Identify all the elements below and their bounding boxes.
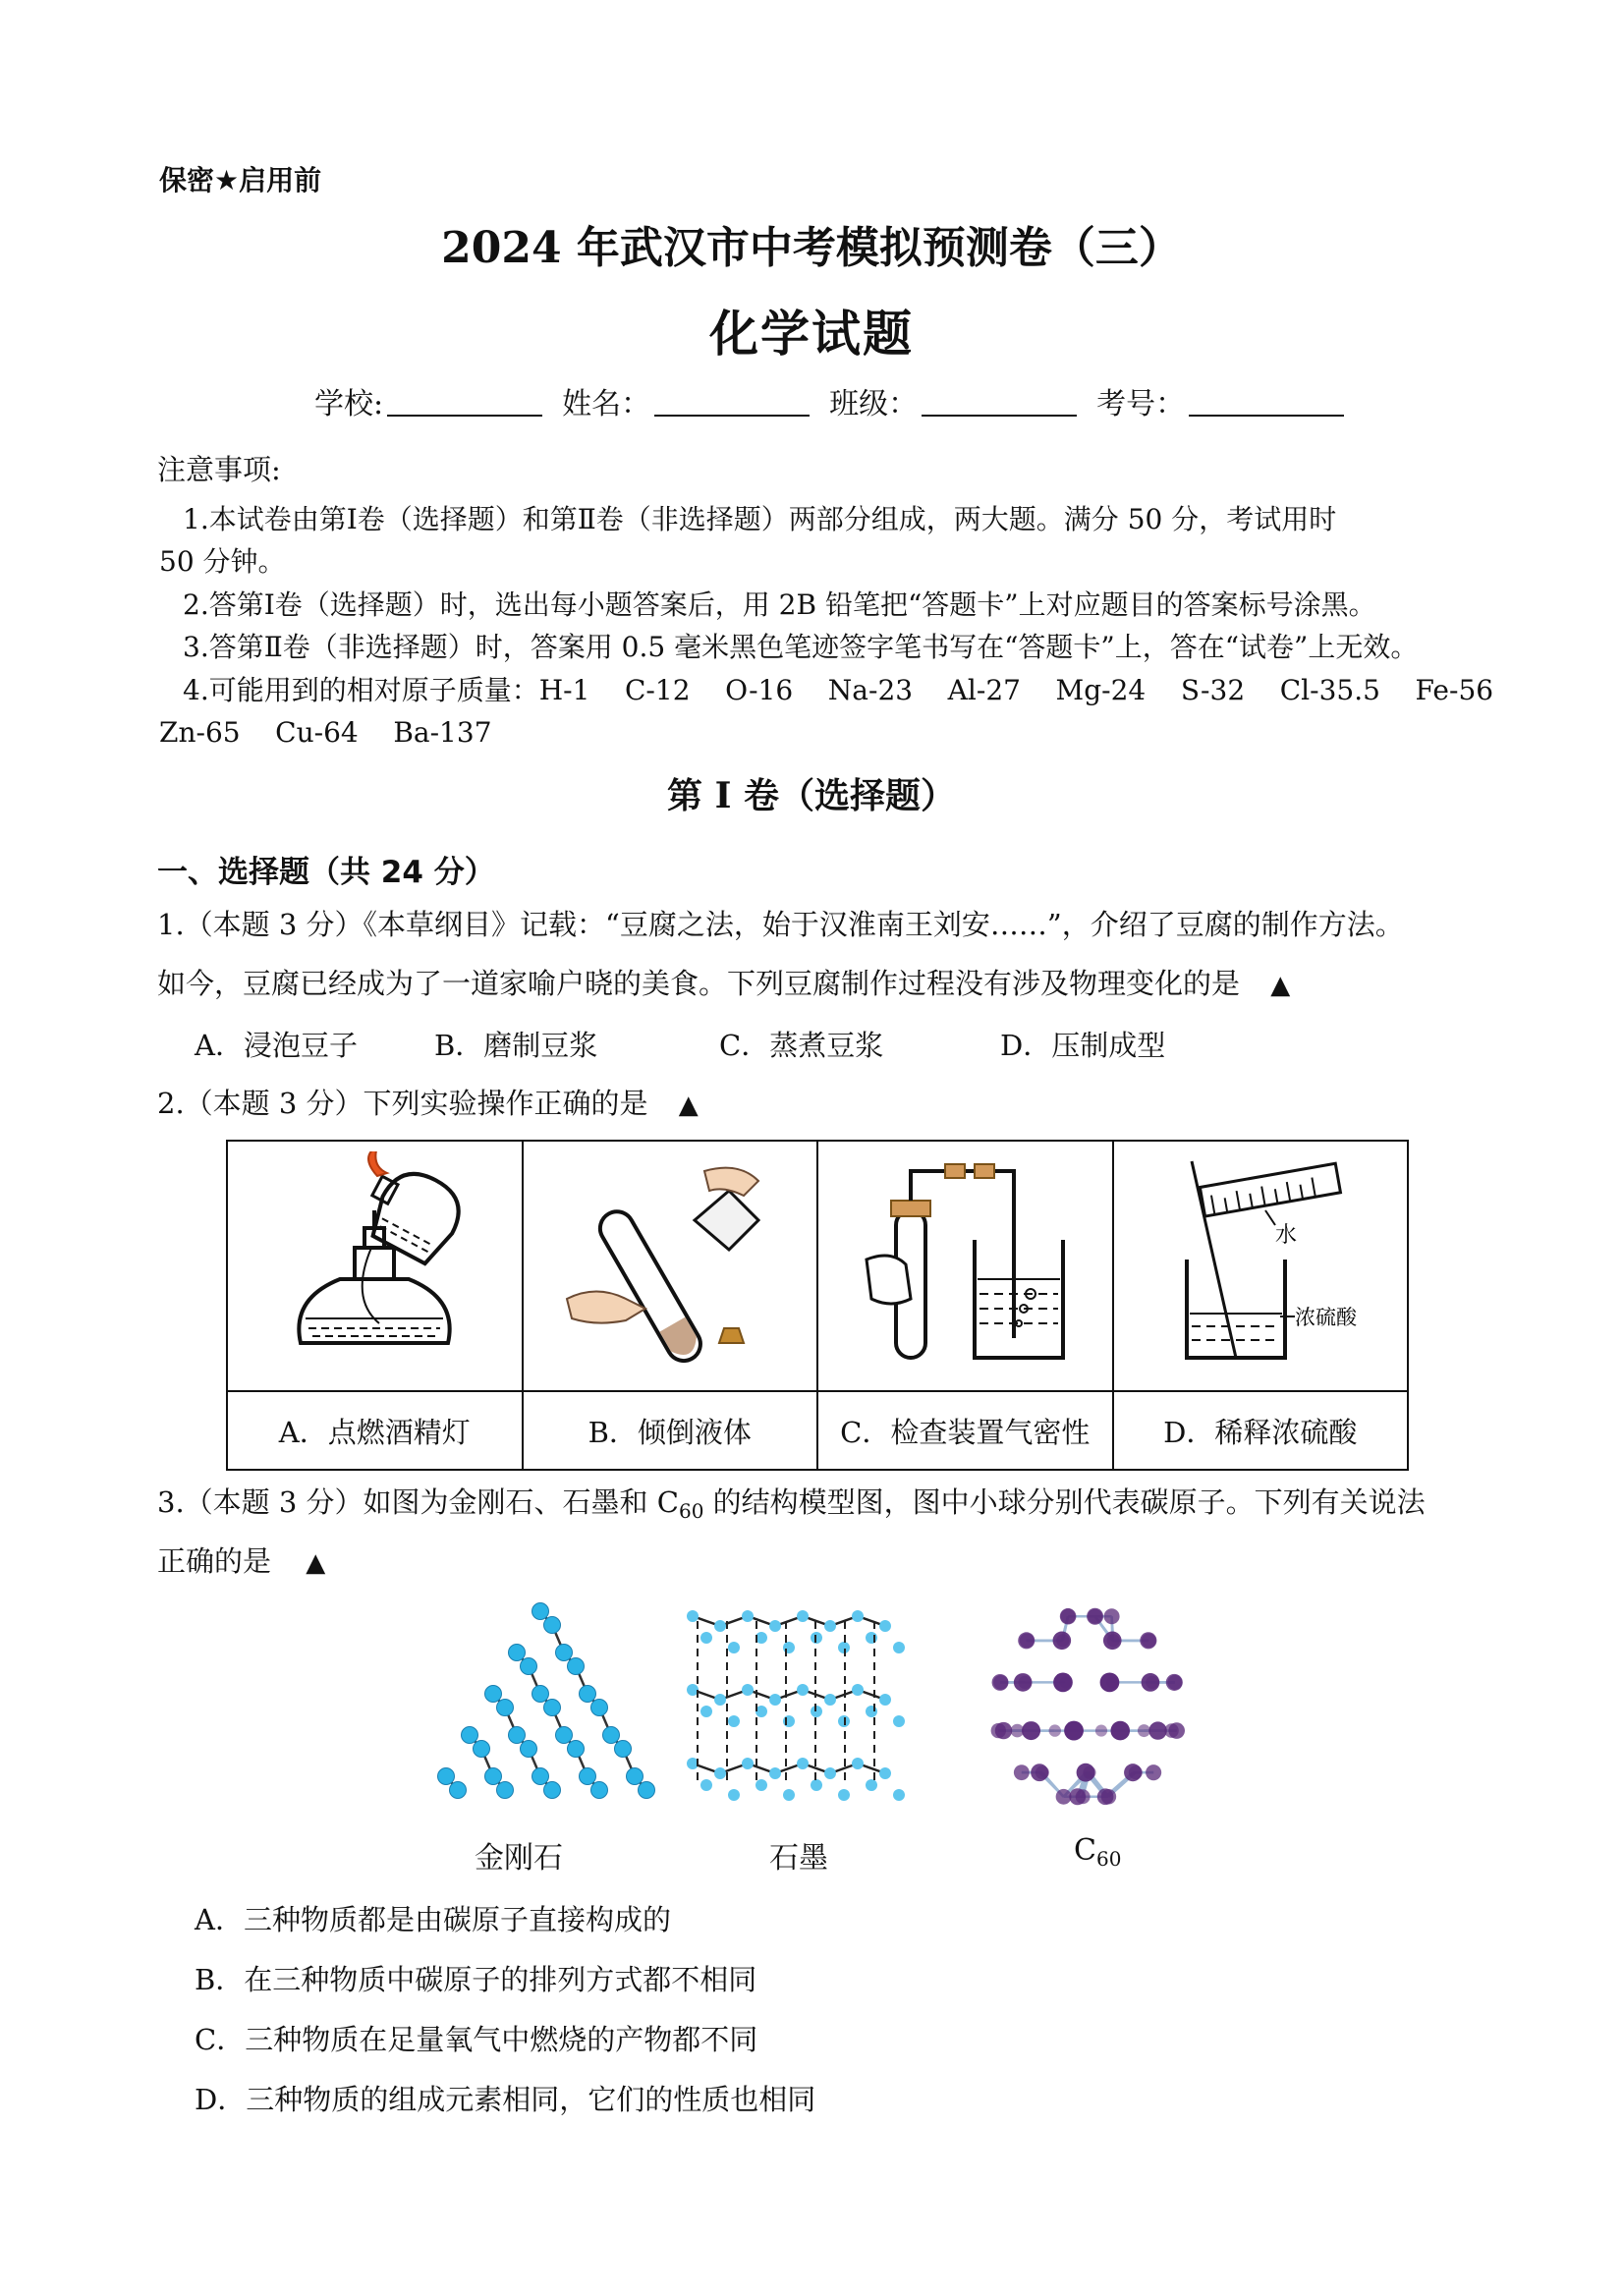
carbon-atom <box>992 1674 1009 1691</box>
q2-caption-d[interactable]: D．稀释浓硫酸 <box>1113 1391 1409 1470</box>
note-2: 2.答第Ⅰ卷（选择题）时，选出每小题答案后，用 2B 铅笔把“答题卡”上对应题目的答案标号涂黑。 <box>183 588 1376 621</box>
carbon-atom <box>556 1645 573 1661</box>
carbon-atom <box>1077 1764 1095 1782</box>
carbon-atom <box>852 1610 864 1622</box>
water-label: 水 <box>1274 1222 1297 1248</box>
diamond-structure-image <box>418 1596 663 1813</box>
q3-line2 <box>157 1540 1483 1585</box>
exam-subtitle: 化学试题 <box>709 305 914 363</box>
carbon-atom <box>1064 1721 1084 1741</box>
alcohol-lamp-icon <box>261 1151 487 1377</box>
carbon-atom <box>521 1741 537 1758</box>
school-label: 学校: <box>314 387 384 421</box>
name-blank[interactable] <box>654 415 810 417</box>
carbon-atom <box>1022 1721 1040 1740</box>
carbon-atom <box>838 1789 850 1801</box>
carbon-atom <box>544 1617 561 1634</box>
carbon-atom <box>556 1727 573 1744</box>
q2-image-c <box>817 1141 1113 1391</box>
carbon-atom <box>509 1645 526 1661</box>
carbon-atom <box>462 1727 478 1744</box>
q2-image-d <box>1113 1141 1409 1391</box>
c60-caption-subscript: 60 <box>1095 1847 1122 1871</box>
carbon-atom <box>1138 1724 1150 1737</box>
carbon-atom <box>591 1782 608 1799</box>
answer-blank-triangle: ▲ <box>306 1548 326 1578</box>
q3-stem-c: 正确的是 <box>157 1544 272 1578</box>
carbon-atom <box>580 1768 596 1785</box>
carbon-atom <box>714 1767 726 1779</box>
section-title: 第 I 卷（选择题） <box>667 775 956 816</box>
exam-no-blank[interactable] <box>1189 415 1344 417</box>
q1-option-c[interactable]: C．蒸煮豆浆 <box>719 1029 884 1062</box>
c60-caption-text: C <box>1074 1833 1096 1868</box>
carbon-atom <box>1087 1608 1103 1625</box>
carbon-atom <box>1060 1608 1077 1625</box>
q1-stem: 如今，豆腐已经成为了一道家喻户晓的美食。下列豆腐制作过程没有涉及物理变化的是 <box>157 967 1241 1000</box>
carbon-atom <box>1124 1764 1142 1781</box>
carbon-atom <box>1104 1608 1120 1624</box>
carbon-atom <box>700 1632 712 1644</box>
q2-line <box>157 1083 1483 1127</box>
school-blank[interactable] <box>387 415 542 417</box>
carbon-atom <box>700 1706 712 1717</box>
class-blank[interactable] <box>922 415 1077 417</box>
carbon-atom <box>879 1767 891 1779</box>
carbon-atom <box>783 1715 795 1727</box>
carbon-atom <box>450 1782 467 1799</box>
airtightness-check-icon <box>852 1151 1078 1377</box>
carbon-atom <box>544 1782 561 1799</box>
carbon-atom <box>438 1768 455 1785</box>
carbon-atom <box>769 1767 781 1779</box>
carbon-atom <box>866 1706 877 1717</box>
exam-title: 2024 年武汉市中考模拟预测卷（三） <box>441 223 1182 273</box>
dilute-acid-icon <box>1147 1151 1373 1377</box>
carbon-atom <box>1014 1673 1033 1692</box>
q3-option-d[interactable]: D．三种物质的组成元素相同，它们的性质也相同 <box>195 2083 816 2116</box>
note-1b: 50 分钟。 <box>159 545 286 578</box>
diamond-caption: 金刚石 <box>475 1841 563 1876</box>
carbon-atom <box>485 1686 502 1703</box>
carbon-atom <box>728 1715 740 1727</box>
carbon-atom <box>797 1758 809 1769</box>
q3-subscript: 60 <box>678 1499 704 1523</box>
carbon-atom <box>1103 1632 1122 1651</box>
q2-caption-a[interactable]: A．点燃酒精灯 <box>227 1391 523 1470</box>
c60-structure-image <box>978 1596 1199 1818</box>
class-label: 班级： <box>829 387 919 421</box>
carbon-atom <box>893 1715 905 1727</box>
carbon-atom <box>1110 1721 1130 1741</box>
carbon-atom <box>521 1658 537 1675</box>
carbon-atom <box>1031 1764 1048 1781</box>
carbon-atom <box>639 1782 655 1799</box>
q2-caption-c[interactable]: C．检查装置气密性 <box>817 1391 1113 1470</box>
student-info-row <box>314 379 1364 422</box>
carbon-atom <box>852 1758 864 1769</box>
carbon-atom <box>700 1779 712 1791</box>
section-heading: 一、选择题（共 24 分） <box>157 855 495 890</box>
carbon-atom <box>568 1741 585 1758</box>
carbon-atom <box>627 1768 644 1785</box>
carbon-atom <box>879 1620 891 1632</box>
carbon-atom <box>797 1610 809 1622</box>
q1-line1: 1.（本题 3 分）《本草纲目》记载：“豆腐之法，始于汉淮南王刘安……”，介绍了豆腐的制作方法。 <box>157 908 1404 941</box>
q2-caption-b[interactable]: B．倾倒液体 <box>523 1391 818 1470</box>
graphite-structure-image <box>678 1596 914 1813</box>
carbon-atom <box>1166 1674 1183 1691</box>
carbon-atom <box>1142 1673 1160 1692</box>
carbon-atom <box>603 1727 620 1744</box>
acid-label: 浓硫酸 <box>1294 1305 1357 1329</box>
q2-operations-table <box>226 1140 1409 1471</box>
carbon-atom <box>1140 1632 1156 1649</box>
q3-option-c[interactable]: C．三种物质在足量氧气中燃烧的产物都不同 <box>195 2023 758 2056</box>
graphite-caption: 石墨 <box>769 1841 828 1876</box>
note-3: 3.答第Ⅱ卷（非选择题）时，答案用 0.5 毫米黑色笔迹签字笔书写在“答题卡”上，答在“试卷”上无效。 <box>183 631 1419 663</box>
carbon-atom <box>797 1684 809 1696</box>
q2-stem: 2.（本题 3 分）下列实验操作正确的是 <box>157 1087 648 1120</box>
carbon-atom <box>532 1603 549 1620</box>
carbon-atom <box>866 1632 877 1644</box>
carbon-atom <box>824 1694 836 1706</box>
answer-blank-triangle: ▲ <box>1270 971 1291 1000</box>
carbon-atom <box>1018 1632 1035 1649</box>
q3-stem-a: 3.（本题 3 分）如图为金刚石、石墨和 C <box>157 1485 679 1519</box>
carbon-atom <box>783 1642 795 1653</box>
q3-stem-b: 的结构模型图，图中小球分别代表碳原子。下列有关说法 <box>703 1485 1426 1519</box>
carbon-atom <box>497 1782 514 1799</box>
c60-caption <box>1074 1833 1121 1871</box>
q1-option-b[interactable]: B．磨制豆浆 <box>434 1029 598 1062</box>
note-4b: Zn-65 Cu-64 Ba-137 <box>159 716 492 749</box>
carbon-atom <box>544 1700 561 1716</box>
note-4a: 4.可能用到的相对原子质量：H-1 C-12 O-16 Na-23 Al-27 Mg-24 S-32 Cl-35.5 Fe-56 <box>183 674 1494 706</box>
test-tube-pouring-icon <box>557 1151 783 1377</box>
carbon-atom <box>742 1610 754 1622</box>
carbon-atom <box>1053 1673 1073 1693</box>
carbon-atom <box>1069 1788 1086 1805</box>
carbon-atom <box>1014 1764 1030 1780</box>
q1-line2 <box>157 963 1483 1007</box>
carbon-atom <box>1095 1724 1107 1736</box>
name-label: 姓名： <box>562 387 651 421</box>
carbon-atom <box>742 1684 754 1696</box>
q3-option-b[interactable]: B．在三种物质中碳原子的排列方式都不相同 <box>195 1963 757 1996</box>
answer-blank-triangle: ▲ <box>678 1091 699 1120</box>
carbon-atom <box>1049 1724 1061 1736</box>
carbon-atom <box>532 1768 549 1785</box>
carbon-atom <box>742 1758 754 1769</box>
carbon-atom <box>866 1779 877 1791</box>
carbon-atom <box>728 1642 740 1653</box>
carbon-atom <box>1097 1788 1114 1805</box>
carbon-atom <box>893 1642 905 1653</box>
q1-option-d[interactable]: D．压制成型 <box>1000 1029 1166 1062</box>
carbon-atom <box>474 1741 490 1758</box>
carbon-atom <box>756 1779 767 1791</box>
q2-image-a <box>227 1141 523 1391</box>
carbon-atom <box>1168 1722 1185 1739</box>
carbon-atom <box>591 1700 608 1716</box>
note-1a: 1.本试卷由第Ⅰ卷（选择题）和第Ⅱ卷（非选择题）两部分组成，两大题。满分 50 分，考试用时 <box>183 503 1337 535</box>
carbon-atom <box>1146 1764 1161 1780</box>
carbon-atom <box>879 1694 891 1706</box>
carbon-atom <box>824 1767 836 1779</box>
carbon-atom <box>687 1610 699 1622</box>
carbon-atom <box>485 1768 502 1785</box>
q1-option-a[interactable]: A．浸泡豆子 <box>195 1029 358 1062</box>
carbon-atom <box>995 1722 1012 1739</box>
carbon-atom <box>893 1789 905 1801</box>
carbon-atom <box>783 1789 795 1801</box>
carbon-atom <box>615 1741 632 1758</box>
notes-title: 注意事项: <box>157 453 281 486</box>
carbon-atom <box>497 1700 514 1716</box>
carbon-atom <box>769 1694 781 1706</box>
carbon-atom <box>1100 1673 1120 1693</box>
exam-no-label: 考号： <box>1096 387 1186 421</box>
carbon-atom <box>714 1694 726 1706</box>
q2-image-b <box>523 1141 818 1391</box>
carbon-atom <box>1056 1789 1072 1805</box>
carbon-atom <box>728 1789 740 1801</box>
q3-option-a[interactable]: A．三种物质都是由碳原子直接构成的 <box>195 1903 671 1936</box>
carbon-atom <box>824 1620 836 1632</box>
carbon-atom <box>568 1658 585 1675</box>
carbon-atom <box>532 1686 549 1703</box>
carbon-atom <box>1148 1721 1166 1739</box>
carbon-atom <box>811 1779 822 1791</box>
carbon-atom <box>580 1686 596 1703</box>
q3-line1 <box>157 1482 1483 1533</box>
carbon-atom <box>509 1727 526 1744</box>
carbon-atom <box>852 1684 864 1696</box>
carbon-atom <box>769 1620 781 1632</box>
confidential-label: 保密★启用前 <box>159 164 322 196</box>
carbon-atom <box>1053 1632 1072 1651</box>
carbon-atom <box>714 1620 726 1632</box>
